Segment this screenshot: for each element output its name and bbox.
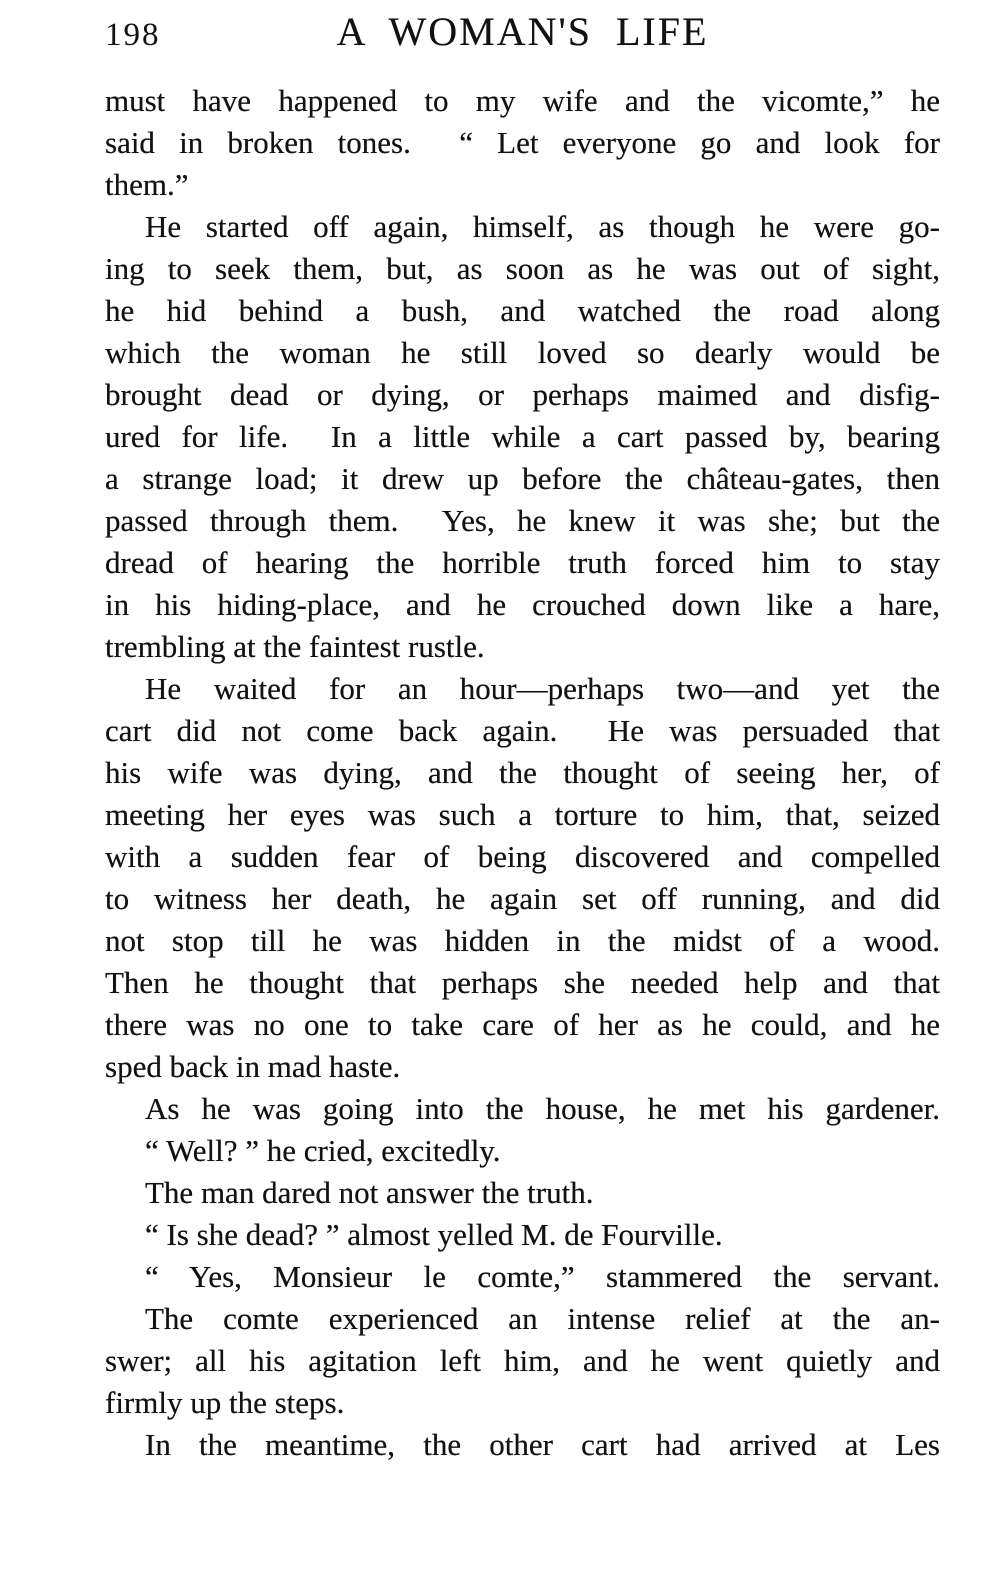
text-line: said in broken tones. “ Let everyone go and look for	[105, 125, 940, 160]
text-line: with a sudden fear of being discovered and compelled	[105, 839, 940, 874]
text-line: “ Yes, Monsieur le comte,” stammered the servant.	[145, 1259, 940, 1294]
text-line: swer; all his agitation left him, and he went quietly and	[105, 1343, 940, 1378]
text-line: In the meantime, the other cart had arrived at Les	[145, 1427, 940, 1462]
text-line: a strange load; it drew up before the château-gates, then	[105, 461, 940, 496]
text-line: Then he thought that perhaps she needed help and that	[105, 965, 940, 1000]
text-line: meeting her eyes was such a torture to him, that, seized	[105, 797, 940, 832]
text-line: He waited for an hour—perhaps two—and yet the	[145, 671, 940, 706]
text-line: cart did not come back again. He was persuaded that	[105, 713, 940, 748]
text-line: in his hiding-place, and he crouched down like a hare,	[105, 587, 940, 622]
text-line: must have happened to my wife and the vicomte,” he	[105, 83, 940, 118]
text-line: there was no one to take care of her as he could, and he	[105, 1007, 940, 1042]
text-line: “ Well? ” he cried, excitedly.	[145, 1133, 501, 1168]
text-line: which the woman he still loved so dearly would be	[105, 335, 940, 370]
text-line: The man dared not answer the truth.	[145, 1175, 594, 1210]
text-line: not stop till he was hidden in the midst of a wood.	[105, 923, 940, 958]
page-number: 198	[105, 17, 161, 53]
text-line: The comte experienced an intense relief at the an-	[145, 1301, 940, 1336]
text-line: He started off again, himself, as though he were go-	[145, 209, 940, 244]
text-line: his wife was dying, and the thought of seeing her, of	[105, 755, 940, 790]
text-line: ured for life. In a little while a cart passed by, bearing	[105, 419, 940, 454]
text-line: he hid behind a bush, and watched the road along	[105, 293, 940, 328]
text-block	[105, 80, 940, 1466]
running-header	[105, 8, 940, 60]
text-line: to witness her death, he again set off running, and did	[105, 881, 940, 916]
text-line: firmly up the steps.	[105, 1385, 345, 1420]
text-line: As he was going into the house, he met his gardener.	[145, 1091, 940, 1126]
text-line: ing to seek them, but, as soon as he was out of sight,	[105, 251, 940, 286]
text-line: sped back in mad haste.	[105, 1049, 401, 1084]
text-line: trembling at the faintest rustle.	[105, 629, 485, 664]
text-line: brought dead or dying, or perhaps maimed and disfig-	[105, 377, 940, 412]
text-line: “ Is she dead? ” almost yelled M. de Fourville.	[145, 1217, 723, 1252]
text-line: dread of hearing the horrible truth forced him to stay	[105, 545, 940, 580]
text-line: passed through them. Yes, he knew it was she; but the	[105, 503, 940, 538]
page-title: A WOMAN'S LIFE	[336, 9, 709, 54]
text-line: them.”	[105, 167, 189, 202]
